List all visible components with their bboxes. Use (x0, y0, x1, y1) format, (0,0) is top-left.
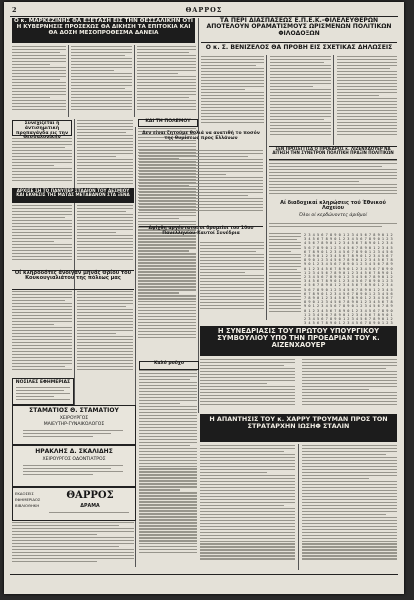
ad-tharros (12, 487, 136, 521)
ad-side-text: ΒΙΒΛΙΟΘΗΚΗ (15, 503, 40, 508)
article-body (302, 445, 397, 569)
column-divider (333, 55, 334, 145)
headline-venizelos: Ο κ. Σ. ΒΕΝΙΖΕΛΟΣ ΘΑ ΠΡΟΒΗ ΕΙΣ ΣΧΕΤΙΚΑΣ ΔΗΛΩΣΕΙΣ (205, 44, 393, 51)
ad-dentist-role: ΧΕΙΡΟΥΡΓΟΣ ΟΔΟΝΤΙΑΤΡΟΣ (42, 457, 106, 462)
column-divider (266, 55, 267, 320)
page-number: 2 (12, 6, 18, 14)
article-body (12, 138, 72, 186)
ad-side-text: ΕΦΗΜΕΡΙΔΟΣ (15, 497, 41, 502)
headline-clothing: Καλό ροῦχο (139, 361, 199, 370)
article-body (139, 150, 263, 222)
article-body (200, 445, 295, 569)
ad-skalidis (12, 445, 136, 487)
article-body (200, 359, 295, 411)
ad-side-text: ΕΚΔΟΣΕΙΣ (15, 491, 34, 496)
headline-markezinis: Ο κ. ΜΑΡΚΕΖΙΝΗΣ ΘΑ ΕΞΕΤΑΣΗ ΕΙΣ ΤΗΝ ΘΕΣΣΑΛΙΚΗΝ ΟΤΙ Η ΚΥΒΕΡΝΗΣΙΣ ΠΡΟΣΕΧΩΣ ΘΑ ΔΙΚΗΣΗ ΤΑ ΕΠΙΤΟΚΙΑ ΚΑΙ ΘΑ ΔΟΣΗ ΜΕΣΟΠΡΟΘΕΣΜΑ ΔΑΝΕΙΑ (12, 18, 195, 43)
article-body (139, 370, 197, 570)
article-body (12, 46, 66, 116)
ad-stamatiou (12, 405, 136, 445)
ad-pharmacies (12, 378, 74, 405)
headline-stadium: ΑΡΧΙΣΕ ΣΗ ΤΟ ΠΑΝΥΠΕΡ ΣΤΑΔΙΟΝ ΤΟΥ ΔΕΣΜΙΟΥ ΚΑΙ ΕΚΘΕΣΙΣ ΤΗΣ ΜΑΤΑΣ ΜΕΤΑΒΑΝΟΝ ΣΤΑ ΞΕΝΑ (12, 188, 134, 203)
ad-paper-name: ΘΑΡΡΟΣ (66, 490, 114, 501)
headline-epek-liberals: ΤΑ ΠΕΡΙ ΔΙΑΣΠΑΣΕΩΣ Ε.Π.Ε.Κ.-ΦΙΛΕΛΕΥΘΕΡΩΝ ΑΠΟΤΕΛΟΥΝ ΟΡΑΜΑΤΙΣΜΟΥΣ ΩΡΙΣΜΕΝΩΝ ΠΟΛΙΤΙΚΩΝ ΦΙΛΟΔΟΞΩΝ (201, 18, 397, 43)
ad-body (23, 430, 123, 442)
article-body (12, 522, 134, 570)
headline-thessaloniki: Συνεχίζεται ή άντισημιτική προπαγάνδα εις την (12, 120, 72, 136)
lottery-numbers-table: 2 3 4 5 6 7 8 9 0 1 2 3 4 5 6 7 8 9 0 1 2 3 4 5 6 7 8 9 0 1 2 3 4 5 6 7 8 9 0 1 2 3 4 5 6 7 8 9 0 1 2 3 4 5 6 7 8 9 0 1 2 3 4 5 6 7 8 9 0 1 2 3 4 5 6 7 8 9 0 1 2 3 4 5 6 7 8 9 0 1 2 3 4 5 6 7 8 9 0 1 2 3 4 5 6 7 8 9 0 1 2 3 4 5 6 7 8 9 0 1 2 3 4 5 6 7 8 9 0 1 2 3 4 5 6 7 8 9 0 1 2 3 4 5 6 7 8 9 0 1 2 3 4 5 6 7 8 9 0 1 2 3 4 5 6 7 8 9 0 1 2 3 4 5 6 7 8 9 0 1 2 3 4 5 6 7 8 9 0 1 2 3 4 5 6 7 8 9 0 1 2 3 4 5 6 7 8 9 0 1 2 3 4 5 6 7 8 9 0 1 2 3 4 5 6 7 8 9 0 1 2 3 4 5 6 7 8 9 0 1 2 3 4 5 6 7 8 9 0 1 2 3 4 5 6 7 8 9 0 1 2 3 4 5 6 7 8 9 0 1 2 3 4 5 6 7 8 9 0 1 2 3 4 5 6 7 8 9 0 1 2 3 4 5 6 7 8 9 0 1 2 3 4 5 6 7 8 9 0 1 2 3 4 5 6 7 8 9 0 1 2 3 4 5 6 7 8 9 0 1 2 3 4 5 6 7 8 9 0 1 2 3 4 5 6 7 8 9 0 1 2 3 4 5 6 7 8 9 0 1 2 3 4 5 6 7 8 9 0 1 2 3 4 5 6 7 8 9 0 1 2 3 4 5 6 7 8 9 0 1 2 3 4 5 6 7 8 9 0 1 2 3 4 5 6 7 8 9 0 1 2 3 4 5 6 7 8 9 0 1 2 3 4 5 6 7 8 9 0 1 2 3 4 5 6 7 8 9 0 1 2 3 4 5 6 7 8 9 0 1 2 3 4 5 6 7 8 9 0 1 2 3 (304, 233, 393, 326)
article-body (302, 359, 397, 411)
headline-truman-stalin: Η ΑΠΑΝΤΗΣΙΣ ΤΟΥ κ. ΧΑΡΡΥ ΤΡΟΥΜΑΝ ΠΡΟΣ ΤΟΝ ΣΤΡΑΤΑΡΧΗΝ ΙΩΣΗΦ ΣΤΑΛΙΝ (200, 414, 397, 442)
headline-runners: Αφίχθη αργέστατοι οι δρομείοι του 10ου Πανελληνίου-Καυτοί Συνέδρια (139, 226, 263, 241)
ad-body (16, 387, 70, 403)
ad-body (23, 465, 123, 483)
article-body (201, 56, 264, 130)
ad-doctor-role: ΧΕΙΡΟΥΡΓΟΣ (59, 416, 89, 421)
ad-doctor-spec: ΜΑΙΕΥΤΗΡ-ΓΥΝΑΙΚΟΛΟΓΟΣ (43, 422, 105, 427)
article-body (12, 205, 72, 265)
article-body (269, 233, 301, 321)
masthead (12, 5, 396, 15)
page-bottom-rule (10, 574, 398, 575)
article-body (337, 56, 397, 144)
headline-eisenhower-policy: ΣΕΝ ΠΡΟΣΕΓΓΙΣΑ Ο ΠΡΟΕΔΡΟΣ κ. ΛΙΖΕΝΧΑΟΥΕΡ ΝΑ ΑΙΤΗΣΗ ΤΗΝ ΣΥΝΕΤΡΟΝ ΠΟΛΙΤΙΚΗ ΠΡΑΞΙΝ ΠΟΛΙΤΙΚΩΝ (269, 146, 397, 160)
ad-paper-city: ΔΡΑΜΑ (80, 504, 100, 509)
ad-doctor-name: ΣΤΑΜΑΤΙΟΣ Θ. ΣΤΑΜΑΤΙΟΥ (29, 407, 119, 414)
headline-relief: Δεν είναι ζητούμε θολιά να ανατιθή το ποσόν της θυμίσεως προς Ελλάνων (142, 131, 260, 141)
ad-title: ΝΟΣΙΛΕΣ ΕΦΗΜΕΡΙΑΣ (15, 380, 71, 385)
column-divider (68, 45, 69, 117)
article-body (270, 56, 331, 144)
article-body (12, 291, 72, 376)
article-body (77, 205, 133, 265)
headline-lottery: Αί διαδοχικαί κληρώσεις τού Έθνικού Λαχείου (280, 200, 386, 212)
newspaper-name: ΘΑΡΡΟΣ (185, 6, 223, 14)
article-body (137, 46, 196, 116)
column-divider (134, 45, 135, 117)
headline-cabinet-meeting: Η ΣΥΝΕΔΡΙΑΣΙΣ ΤΟΥ ΠΡΩΤΟΥ ΥΠΟΥΡΓΙΚΟΥ ΣΥΜΒΟΥΛΙΟΥ ΥΠΟ ΤΗΝ ΠΡΟΕΔΡΙΑΝ ΤΟΥ κ. ΑΙΖΕΝΧΑΟΥΕΡ (200, 326, 397, 356)
lottery-subheading: Όλοι οί κερδώνοντες άριθμοί (299, 213, 367, 218)
article-body (77, 120, 133, 190)
column-divider (298, 444, 299, 570)
headline-war: ΚΑΙ ΤΗ ΠΟΛΕΜΟΥ (138, 119, 198, 127)
headline-bequest: Οί κληροδότες άνοιγαν μηνάς Θρίου του Κουκουγιαλιάτου της πόλεως μας (12, 270, 134, 290)
article-body (71, 46, 132, 116)
article-body (269, 160, 397, 198)
article-body (200, 242, 264, 322)
newspaper-page (4, 2, 404, 594)
ad-dentist-name: ΗΡΑΚΛΗΣ Δ. ΣΚΑΛΙΔΗΣ (35, 448, 113, 455)
ad-body (49, 512, 129, 518)
article-body (269, 223, 397, 231)
article-body (77, 291, 133, 376)
